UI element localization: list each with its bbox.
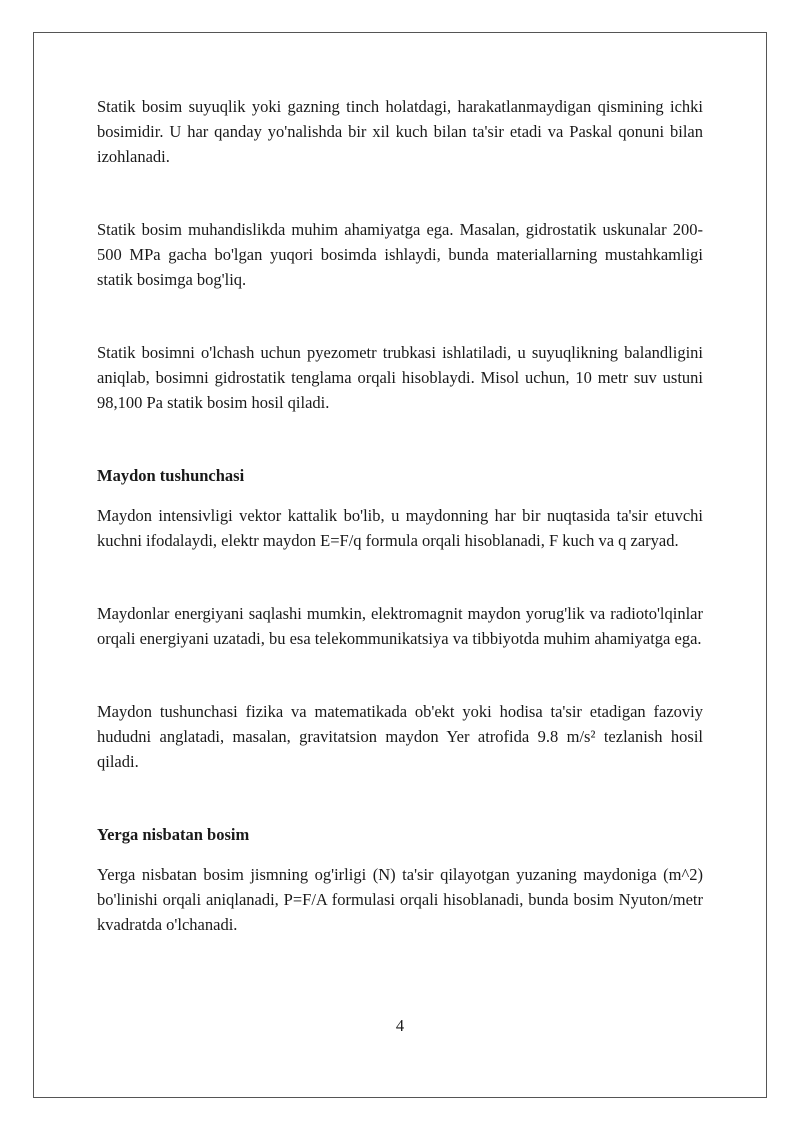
paragraph-ground-pressure: Yerga nisbatan bosim jismning og'irligi (N) ta'sir qilayotgan yuzaning maydoniga (m^2) bo'linishi orqali aniqlanadi, P=F/A formulasi orqali hisoblanadi, bunda bosim Nyuton/metr kvadratda o'lchanadi.: [97, 865, 703, 934]
heading-field-concept: Maydon tushunchasi: [97, 466, 245, 485]
paragraph-static-pressure-measurement: Statik bosimni o'lchash uchun pyezometr trubkasi ishlatiladi, u suyuqlikning balandligini aniqlab, bosimni gidrostatik tenglama orqali hisoblaydi. Misol uchun, 10 metr suv ustuni 98,100 Pa statik bosim hosil qiladi.: [97, 343, 703, 412]
page-number: 4: [395, 1016, 405, 1035]
paragraph-static-pressure-definition: Statik bosim suyuqlik yoki gazning tinch holatdagi, harakatlanmaydigan qismining ichki bosimidir. U har qanday yo'nalishda bir xil kuch bilan ta'sir etadi va Paskal qonuni bilan izohlanadi.: [97, 97, 703, 166]
heading-ground-pressure: Yerga nisbatan bosim: [97, 825, 250, 844]
paragraph-field-energy: Maydonlar energiyani saqlashi mumkin, elektromagnit maydon yorug'lik va radioto'lqinlar orqali energiyani uzatadi, bu esa telekommunikatsiya va tibbiyotda muhim ahamiyatga ega.: [97, 604, 703, 648]
document-body: [97, 94, 703, 937]
paragraph-field-definition: Maydon tushunchasi fizika va matematikada ob'ekt yoki hodisa ta'sir etadigan fazoviy hududni anglatadi, masalan, gravitatsion maydon Yer atrofida 9.8 m/s² tezlanish hosil qiladi.: [97, 702, 703, 771]
paragraph-field-intensity: Maydon intensivligi vektor kattalik bo'lib, u maydonning har bir nuqtasida ta'sir etuvchi kuchni ifodalaydi, elektr maydon E=F/q formula orqali hisoblanadi, F kuch va q zaryad.: [97, 506, 703, 550]
paragraph-static-pressure-engineering: Statik bosim muhandislikda muhim ahamiyatga ega. Masalan, gidrostatik uskunalar 200-500 MPa gacha bo'lgan yuqori bosimda ishlaydi, bunda materiallarning mustahkamligi statik bosimga bog'liq.: [97, 220, 703, 289]
